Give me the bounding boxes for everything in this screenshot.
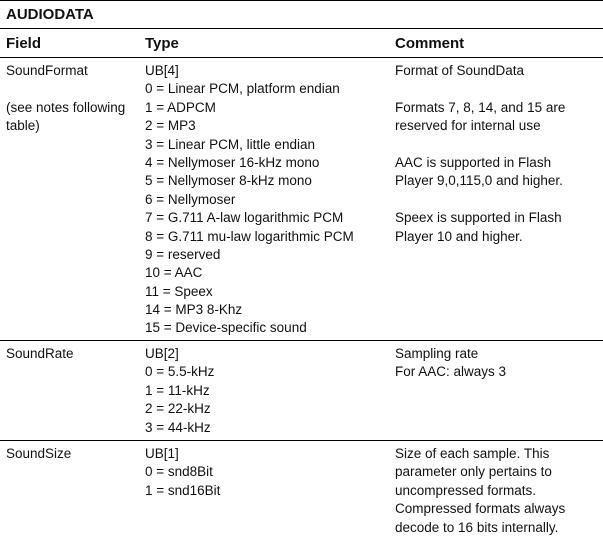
table-top-rule — [0, 0, 603, 1]
comment-line — [395, 136, 565, 154]
type-line: 2 = MP3 — [145, 118, 196, 134]
type-line: UB[1] — [145, 446, 179, 461]
field-line: (see notes following — [6, 99, 126, 115]
comment-line: Player 9,0,115,0 and higher. — [395, 173, 563, 189]
type-line: 15 = Device-specific sound — [145, 320, 307, 336]
comment-line: Sampling rate — [395, 346, 479, 361]
header-field: Field — [6, 35, 42, 52]
type-line: 0 = Linear PCM, platform endian — [145, 81, 340, 97]
comment-line: AAC is supported in Flash — [395, 154, 552, 170]
type-line: 7 = G.711 A-law logarithmic PCM — [145, 210, 344, 226]
header-rule — [0, 57, 603, 58]
header-type: Type — [145, 35, 179, 52]
comment-line: Player 10 and higher. — [395, 228, 523, 244]
row-soundsize-field — [6, 445, 71, 463]
row-soundformat-type — [145, 62, 354, 338]
row-soundsize-type — [145, 445, 220, 500]
row-rule — [0, 440, 603, 441]
title-rule — [0, 28, 603, 29]
type-line: 2 = 22-kHz — [145, 401, 211, 417]
row-soundformat-comment — [395, 62, 565, 246]
type-line: 8 = G.711 mu-law logarithmic PCM — [145, 228, 354, 244]
comment-line: decode to 16 bits internally. — [395, 519, 559, 535]
type-line: 0 = snd8Bit — [145, 464, 213, 480]
header-comment: Comment — [395, 35, 465, 52]
type-line: 6 = Nellymoser — [145, 191, 236, 207]
row-soundrate-field — [6, 345, 74, 363]
row-soundsize-comment — [395, 445, 565, 537]
table-title: AUDIODATA — [6, 6, 94, 23]
type-line: 1 = snd16Bit — [145, 482, 221, 498]
type-line: 5 = Nellymoser 8-kHz mono — [145, 173, 312, 189]
type-line: 10 = AAC — [145, 265, 203, 281]
comment-line: uncompressed formats. — [395, 482, 537, 498]
field-line: table) — [6, 118, 40, 134]
type-line: UB[4] — [145, 63, 179, 78]
row-soundrate-type — [145, 345, 214, 437]
comment-line: For AAC: always 3 — [395, 364, 507, 380]
comment-line: parameter only pertains to — [395, 464, 552, 480]
type-line: 0 = 5.5-kHz — [145, 364, 215, 380]
type-line: UB[2] — [145, 346, 179, 361]
comment-line: Format of SoundData — [395, 63, 525, 78]
type-line: 9 = reserved — [145, 246, 221, 262]
row-soundrate-comment — [395, 345, 506, 382]
field-line: SoundFormat — [6, 63, 88, 78]
type-line: 11 = Speex — [145, 283, 213, 299]
comment-line: Size of each sample. This — [395, 446, 550, 461]
row-rule — [0, 340, 603, 341]
row-soundformat-field — [6, 62, 125, 136]
type-line: 3 = Linear PCM, little endian — [145, 136, 315, 152]
comment-line — [395, 191, 565, 209]
type-line: 4 = Nellymoser 16-kHz mono — [145, 154, 320, 170]
field-line: SoundSize — [6, 446, 72, 461]
type-line: 14 = MP3 8-Khz — [145, 302, 243, 318]
field-line: SoundRate — [6, 346, 74, 361]
comment-line: reserved for internal use — [395, 118, 541, 134]
type-line: 1 = 11-kHz — [145, 382, 210, 398]
comment-line — [395, 80, 565, 98]
type-line: 1 = ADPCM — [145, 99, 216, 115]
field-line — [6, 80, 125, 98]
comment-line: Compressed formats always — [395, 501, 566, 517]
comment-line: Speex is supported in Flash — [395, 210, 562, 226]
comment-line: Formats 7, 8, 14, and 15 are — [395, 99, 566, 115]
type-line: 3 = 44-kHz — [145, 419, 211, 435]
